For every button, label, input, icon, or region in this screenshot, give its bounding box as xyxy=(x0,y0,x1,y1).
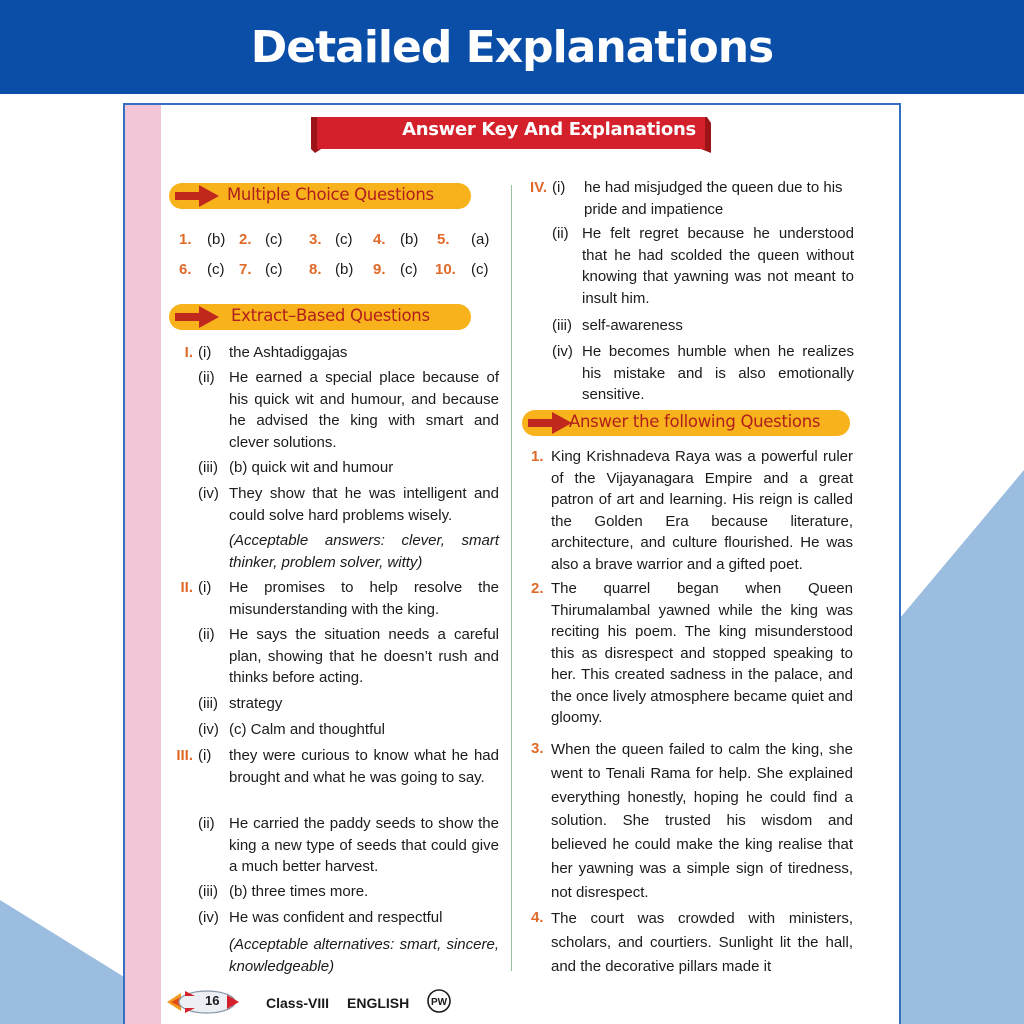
page-number: 16 xyxy=(205,993,220,1008)
header-bar xyxy=(0,0,1024,94)
answer-text: strategy xyxy=(229,695,283,712)
mcq-answer: (a) xyxy=(471,231,490,248)
answer-number: 2. xyxy=(531,580,544,597)
answer-text: He promises to help resolve the misunderstanding with the king. xyxy=(229,579,499,618)
answer-text: they were curious to know what he had brought and what he was going to say. xyxy=(229,747,499,786)
sub-label: (iii) xyxy=(198,695,218,712)
arrow-icon xyxy=(528,412,572,434)
answer-number: 4. xyxy=(531,909,544,926)
mcq-number: 10. xyxy=(435,261,456,278)
answer-paragraph: King Krishnadeva Raya was a powerful ruler of the Vijayanagara Empire and a great patron of art and learning. His reign is called the Golden Era because literature, architecture, and culture flourished. He was also a brave warrior and a gifted poet. xyxy=(551,448,853,573)
mcq-answer: (c) xyxy=(335,231,353,248)
arrow-icon xyxy=(175,185,219,207)
sub-label: (i) xyxy=(198,344,212,361)
footer-class: Class-VIII xyxy=(266,995,330,1011)
answer-text: the Ashtadiggajas xyxy=(229,344,348,361)
pink-margin-bar xyxy=(125,105,161,1024)
answer-text: He was confident and respectful xyxy=(229,909,443,926)
arrow-icon xyxy=(175,306,219,328)
answer-text: self-awareness xyxy=(582,317,683,334)
banner-title: Answer Key And Explanations xyxy=(402,119,696,140)
mcq-answer: (c) xyxy=(265,231,283,248)
section-title-mcq: Multiple Choice Questions xyxy=(227,185,434,204)
sub-label: (iv) xyxy=(198,909,219,926)
answer-number: 1. xyxy=(531,448,544,465)
answer-text: he had misjudged the queen due to his pride and impatience xyxy=(584,179,843,218)
answer-text: He says the situation needs a careful plan, showing that he doesn’t rush and thinks before acting. xyxy=(229,626,499,686)
mcq-answer: (b) xyxy=(335,261,354,278)
mcq-answer: (c) xyxy=(207,261,225,278)
answer-text: (c) Calm and thoughtful xyxy=(229,721,385,738)
mcq-number: 4. xyxy=(373,231,386,248)
sub-label: (ii) xyxy=(198,626,215,643)
question-number: II. xyxy=(180,579,193,596)
answer-note: (Acceptable answers: clever, smart thinker, problem solver, witty) xyxy=(229,532,499,571)
question-number: IV. xyxy=(530,179,547,196)
question-number: I. xyxy=(184,344,193,361)
answer-number: 3. xyxy=(531,740,544,757)
sub-label: (ii) xyxy=(552,225,569,242)
mcq-answer: (c) xyxy=(471,261,489,278)
mcq-number: 8. xyxy=(309,261,322,278)
answer-text: He becomes humble when he realizes his mistake and is also emotionally sensitive. xyxy=(582,343,854,403)
sub-label: (i) xyxy=(198,747,212,764)
worksheet-page xyxy=(123,103,901,1024)
sub-label: (i) xyxy=(198,579,212,596)
mcq-number: 3. xyxy=(309,231,322,248)
footer-subject: ENGLISH xyxy=(347,995,410,1011)
sub-label: (ii) xyxy=(198,815,215,832)
mcq-answer: (b) xyxy=(400,231,419,248)
answer-text: He earned a special place because of his quick wit and humour, and because he advised the king with smart and clever solutions. xyxy=(229,369,499,451)
answer-text: He felt regret because he understood that he had scolded the queen without knowing that yawning was not meant to insult him. xyxy=(582,225,854,307)
mcq-answer: (b) xyxy=(207,231,226,248)
mcq-answer: (c) xyxy=(400,261,418,278)
section-title-answer: Answer the following Questions xyxy=(569,412,821,431)
mcq-number: 6. xyxy=(179,261,192,278)
answer-paragraph: The quarrel began when Queen Thirumalambal yawned while the king was reciting his poem. The king misunderstood this as disrespect and stopped speaking to her. This created sadness in the palace, and the once lively atmosphere became quiet and gloomy. xyxy=(551,580,853,726)
sub-label: (iv) xyxy=(552,343,573,360)
section-title-extract: Extract–Based Questions xyxy=(231,306,430,325)
answer-text: (b) three times more. xyxy=(229,883,369,900)
svg-text:PW: PW xyxy=(430,997,448,1008)
column-divider xyxy=(511,185,512,971)
sub-label: (iv) xyxy=(198,485,219,502)
sub-label: (iii) xyxy=(198,459,218,476)
mcq-number: 1. xyxy=(179,231,192,248)
answer-paragraph: The court was crowded with ministers, scholars, and courtiers. Sunlight lit the hall, and the decorative pillars made it xyxy=(551,910,853,975)
sub-label: (iii) xyxy=(552,317,572,334)
mcq-number: 5. xyxy=(437,231,450,248)
sub-label: (iv) xyxy=(198,721,219,738)
pw-logo-icon xyxy=(427,989,451,1013)
question-number: III. xyxy=(176,747,193,764)
sub-label: (i) xyxy=(552,179,566,196)
answer-paragraph: When the queen failed to calm the king, she went to Tenali Rama for help. She explained everything honestly, hoping he could find a solution. She trusted his wisdom and believed he could make the king realise that her yawning was a simple sign of tiredness, not disrespect. xyxy=(551,741,853,901)
mcq-answer: (c) xyxy=(265,261,283,278)
answer-text: They show that he was intelligent and could solve hard problems wisely. xyxy=(229,485,499,524)
sub-label: (iii) xyxy=(198,883,218,900)
mcq-number: 2. xyxy=(239,231,252,248)
mcq-number: 7. xyxy=(239,261,252,278)
sub-label: (ii) xyxy=(198,369,215,386)
answer-text: (b) quick wit and humour xyxy=(229,459,394,476)
mcq-number: 9. xyxy=(373,261,386,278)
answer-note: (Acceptable alternatives: smart, sincere, knowledgeable) xyxy=(229,936,499,975)
page-title: Detailed Explanations xyxy=(250,22,774,73)
rocket-icon xyxy=(167,987,239,1017)
answer-text: He carried the paddy seeds to show the king a new type of seeds that could give a much better harvest. xyxy=(229,815,499,875)
